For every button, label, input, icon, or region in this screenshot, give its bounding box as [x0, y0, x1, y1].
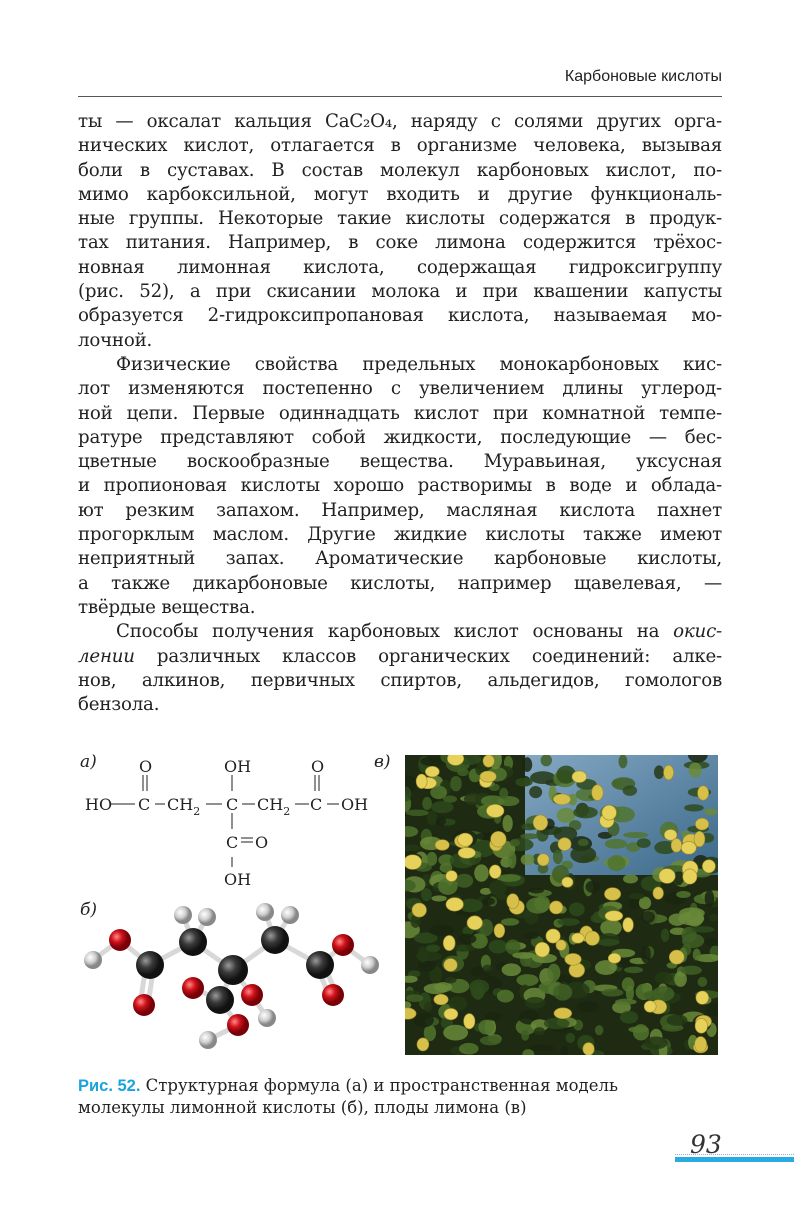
hydrogen-atom — [84, 951, 102, 969]
lemon — [417, 1038, 429, 1051]
atom-o: O — [255, 833, 269, 852]
leaf — [698, 977, 708, 987]
leaf — [544, 1018, 570, 1030]
leaf — [693, 949, 701, 961]
leaf — [455, 874, 473, 888]
leaf — [553, 984, 572, 1001]
leaf — [406, 994, 424, 1002]
leaf — [628, 1026, 649, 1032]
lemon — [681, 841, 696, 854]
lemon — [669, 950, 684, 964]
leaf — [414, 1013, 434, 1028]
atom-o: O — [311, 757, 325, 776]
leaf — [705, 890, 714, 907]
oxygen-atom — [109, 929, 131, 951]
leaf — [482, 897, 495, 905]
leaf — [679, 907, 705, 918]
leaf — [689, 762, 702, 777]
leaf — [602, 989, 624, 997]
leaf — [431, 801, 453, 813]
lemon — [416, 774, 427, 789]
lemon — [549, 901, 562, 914]
hydrogen-atom — [281, 906, 299, 924]
leaf — [637, 838, 651, 848]
leaf — [578, 839, 589, 847]
leaf — [431, 895, 446, 901]
leaf — [654, 765, 664, 779]
leaf — [521, 854, 535, 865]
leaf — [705, 937, 717, 946]
atom-c: C — [226, 795, 239, 814]
leaf — [644, 990, 664, 1000]
text-line: нов, алкинов, первичных спиртов, альдегидов, гомологов — [78, 669, 722, 691]
leaf — [615, 999, 637, 1005]
lemon — [533, 815, 547, 830]
lemon — [446, 898, 463, 912]
text-line: неприятный запах. Ароматические карбоновые кислоты, — [78, 548, 722, 570]
leaf — [623, 785, 637, 796]
lemon — [556, 940, 566, 951]
leaf — [641, 911, 655, 923]
lemon — [572, 933, 585, 943]
molecule-3d-model — [70, 895, 390, 1065]
text-line: образуется 2-гидроксипропановая кислота, называемая мо- — [78, 305, 722, 327]
leaf — [426, 944, 440, 952]
lemon — [683, 869, 697, 884]
atom-c: C — [226, 833, 239, 852]
leaf — [619, 755, 628, 768]
text-line: (рис. 52), а при скисании молока и при квашении капусты — [78, 281, 722, 303]
text-line: прогорклым маслом. Другие жидкие кислоты также имеют — [78, 524, 722, 546]
lemon — [537, 854, 549, 866]
lemon — [664, 765, 674, 780]
leaf — [484, 1012, 501, 1020]
text-line: лот изменяются постепенно с увеличением длины углерод- — [78, 378, 722, 400]
figure-label-v: в) — [374, 752, 391, 772]
leaf — [644, 1037, 668, 1050]
oxygen-atom — [241, 984, 263, 1006]
text-line — [78, 620, 722, 644]
lemon — [608, 953, 620, 963]
lemon — [486, 804, 504, 817]
leaf — [661, 929, 670, 942]
lemon — [604, 888, 620, 901]
text-line: боли в суставах. В состав молекул карбоновых кислот, по- — [78, 159, 722, 181]
leaf — [478, 1020, 493, 1035]
leaf — [489, 940, 508, 954]
running-header — [78, 66, 722, 97]
leaf — [529, 887, 544, 893]
leaf — [620, 1011, 638, 1024]
hydrogen-atom — [256, 903, 274, 921]
oxygen-atom — [322, 984, 344, 1006]
lemon — [491, 831, 507, 847]
leaf — [406, 810, 429, 817]
lemon — [558, 838, 571, 851]
leaf — [529, 786, 542, 798]
text-line: цветные воскообразные вещества. Муравьиная, уксусная — [78, 451, 722, 473]
hydrogen-atom — [174, 906, 192, 924]
leaf — [553, 850, 563, 864]
oxygen-atom — [182, 977, 204, 999]
leaf — [473, 987, 484, 1000]
atom-c: C — [138, 795, 151, 814]
leaf — [523, 932, 538, 939]
lemon — [553, 794, 570, 805]
leaf — [710, 914, 718, 922]
text-line — [78, 645, 722, 669]
lemon — [562, 877, 573, 887]
lemon — [671, 838, 682, 852]
lemon — [696, 991, 709, 1004]
lemon — [572, 771, 587, 783]
leaf — [489, 880, 507, 896]
leaf — [684, 804, 704, 811]
leaf — [557, 808, 576, 823]
lemon — [585, 931, 599, 945]
leaf — [458, 934, 476, 945]
leaf — [547, 964, 560, 982]
lemon — [443, 935, 455, 950]
carbon-atom — [179, 928, 207, 956]
text-span: Способы получения карбоновых кислот основаны на — [116, 621, 674, 643]
text-line: а также дикарбоновые кислоты, например щавелевая, — — [78, 572, 722, 594]
text-line: нических кислот, отлагается в организме человека, вызывая — [78, 135, 722, 157]
lemon — [483, 755, 494, 767]
text-line: тах питания. Например, в соке лимона содержится трёхос- — [78, 232, 722, 254]
leaf — [429, 925, 454, 936]
text-line: ты — оксалат кальция CaC₂O₄, наряду с солями других орга- — [78, 111, 722, 132]
lemon — [458, 833, 473, 846]
lemon — [605, 911, 623, 921]
leaf — [443, 1025, 468, 1041]
figure-caption — [78, 1075, 718, 1118]
carbon-atom — [218, 955, 248, 985]
atom-c: C — [310, 795, 323, 814]
hydrogen-atom — [361, 956, 379, 974]
leaf — [676, 891, 691, 898]
leaf — [508, 851, 516, 869]
leaf — [436, 816, 446, 825]
oxygen-atom — [227, 1014, 249, 1036]
paragraph-2 — [78, 353, 722, 620]
leaf — [605, 839, 627, 849]
leaf — [623, 832, 648, 838]
leaf — [502, 963, 521, 976]
leaf — [497, 990, 514, 1003]
group-ch2: $CH_2$ — [257, 795, 291, 818]
leaf — [704, 808, 717, 815]
lemon — [444, 959, 457, 972]
leaf — [655, 972, 672, 984]
text-line: бензола. — [78, 694, 160, 716]
leaf — [607, 855, 625, 871]
leaf — [596, 939, 619, 946]
lemon — [644, 1001, 656, 1013]
leaf — [480, 1036, 501, 1046]
figure-ref: Рис. 52. — [78, 1077, 141, 1095]
atom-ho: HO — [85, 795, 113, 814]
text-line: и пропионовая кислоты хорошо растворимы в воде и облада- — [78, 475, 722, 497]
leaf — [503, 815, 513, 832]
leaf — [421, 888, 432, 901]
lemon — [535, 942, 550, 957]
leaf — [570, 846, 596, 863]
text-span: различных классов органических соединений: алке- — [134, 645, 722, 667]
lemon — [405, 855, 422, 870]
lemon — [489, 865, 501, 879]
leaf — [526, 897, 550, 913]
lemon — [695, 818, 708, 830]
leaf — [426, 852, 437, 866]
lemon — [653, 887, 664, 899]
oxygen-atom — [332, 934, 354, 956]
leaf — [522, 757, 532, 772]
page-number: 93 — [690, 1130, 722, 1159]
chapter-title: Карбоновые кислоты — [564, 68, 722, 85]
structural-formula — [85, 755, 375, 890]
lemon — [694, 831, 705, 847]
lemon — [434, 994, 448, 1005]
leaf — [510, 839, 520, 846]
leaf — [505, 939, 520, 954]
text-line: ют резким запахом. Например, масляная кислота пахнет — [78, 499, 722, 521]
hydrogen-atom — [198, 908, 216, 926]
leaf — [557, 918, 580, 926]
leaf — [525, 997, 546, 1009]
lemon — [695, 1018, 707, 1033]
lemon — [435, 840, 449, 851]
lemon — [659, 869, 675, 884]
leaf — [483, 965, 492, 972]
body-text — [78, 110, 722, 717]
leaf — [623, 874, 638, 883]
lemon — [494, 924, 505, 938]
lemon — [583, 1043, 594, 1055]
lemon — [467, 916, 482, 930]
lemon — [698, 786, 709, 800]
text-line: ной цепи. Первые одиннадцать кислот при комнатной темпе- — [78, 402, 722, 424]
hydrogen-atom — [258, 1009, 276, 1027]
lemon — [507, 894, 519, 909]
leaf — [499, 788, 508, 799]
text-line: твёрдые вещества. — [78, 596, 256, 618]
figure-label-a: а) — [80, 752, 97, 772]
lemon — [446, 871, 458, 882]
lemon — [444, 1008, 458, 1019]
leaf — [569, 903, 585, 917]
text-line: лочной. — [78, 329, 153, 351]
text-line: ные группы. Некоторые такие кислоты содержатся в продук- — [78, 208, 722, 230]
group-ch2: $CH_2$ — [167, 795, 201, 818]
leaf — [464, 793, 482, 805]
text-line: ратуре представляют собой жидкости, последующие — бес- — [78, 426, 722, 448]
atom-oh: OH — [224, 757, 252, 776]
lemon — [464, 1014, 475, 1029]
leaf — [667, 1014, 688, 1025]
paragraph-1 — [78, 110, 722, 353]
text-line: мимо карбоксильной, могут входить и другие функциональ- — [78, 183, 722, 205]
leaf — [450, 776, 462, 791]
leaf — [424, 1002, 433, 1012]
text-line: Физические свойства предельных монокарбоновых кис- — [116, 353, 722, 375]
term-emphasis: лении — [78, 645, 135, 667]
leaf — [520, 833, 539, 839]
leaf — [434, 982, 452, 992]
hydrogen-atom — [199, 1031, 217, 1049]
leaf — [641, 945, 651, 963]
leaf — [576, 1001, 599, 1013]
leaf — [417, 947, 428, 963]
lemon — [602, 805, 617, 820]
lemon — [480, 771, 496, 782]
text-line: новная лимонная кислота, содержащая гидроксигруппу — [78, 256, 722, 278]
figure-label-b: б) — [80, 900, 98, 920]
leaf — [624, 967, 643, 974]
leaf — [534, 1027, 545, 1035]
term-emphasis: окис- — [673, 621, 722, 643]
leaf — [445, 977, 456, 984]
lemon — [554, 1008, 572, 1019]
lemon — [702, 860, 715, 873]
atom-oh: OH — [341, 795, 369, 814]
lemon — [425, 766, 439, 777]
carbon-atom — [306, 951, 334, 979]
leaf — [622, 977, 635, 992]
leaf — [501, 918, 519, 925]
atom-oh: OH — [224, 870, 252, 889]
carbon-atom — [261, 926, 289, 954]
leaf — [459, 1043, 479, 1055]
lemon — [565, 953, 581, 965]
leaf — [628, 893, 644, 899]
caption-text: молекулы лимонной кислоты (б), плоды лимона (в) — [78, 1098, 527, 1117]
lemon — [623, 918, 634, 932]
leaf — [516, 974, 538, 986]
lemon — [412, 903, 426, 917]
oxygen-atom — [133, 994, 155, 1016]
leaf — [512, 952, 535, 959]
carbon-atom — [136, 951, 164, 979]
leaf — [595, 1025, 604, 1035]
leaf — [521, 1030, 529, 1041]
leaf — [573, 807, 598, 819]
atom-o: O — [139, 757, 153, 776]
lemon — [695, 1037, 707, 1053]
leaf — [691, 926, 714, 932]
paragraph-3 — [78, 620, 722, 717]
leaf — [565, 1033, 575, 1043]
leaf — [474, 864, 489, 881]
lemon — [592, 785, 603, 801]
leaf — [586, 881, 601, 893]
caption-text: Структурная формула (а) и пространственная модель — [140, 1076, 618, 1095]
lemon-tree-photo — [405, 755, 718, 1055]
leaf — [515, 778, 532, 787]
leaf — [529, 1045, 554, 1052]
leaf — [422, 797, 432, 810]
lemon — [458, 847, 475, 858]
leaf — [681, 966, 702, 975]
carbon-atom — [206, 986, 234, 1014]
